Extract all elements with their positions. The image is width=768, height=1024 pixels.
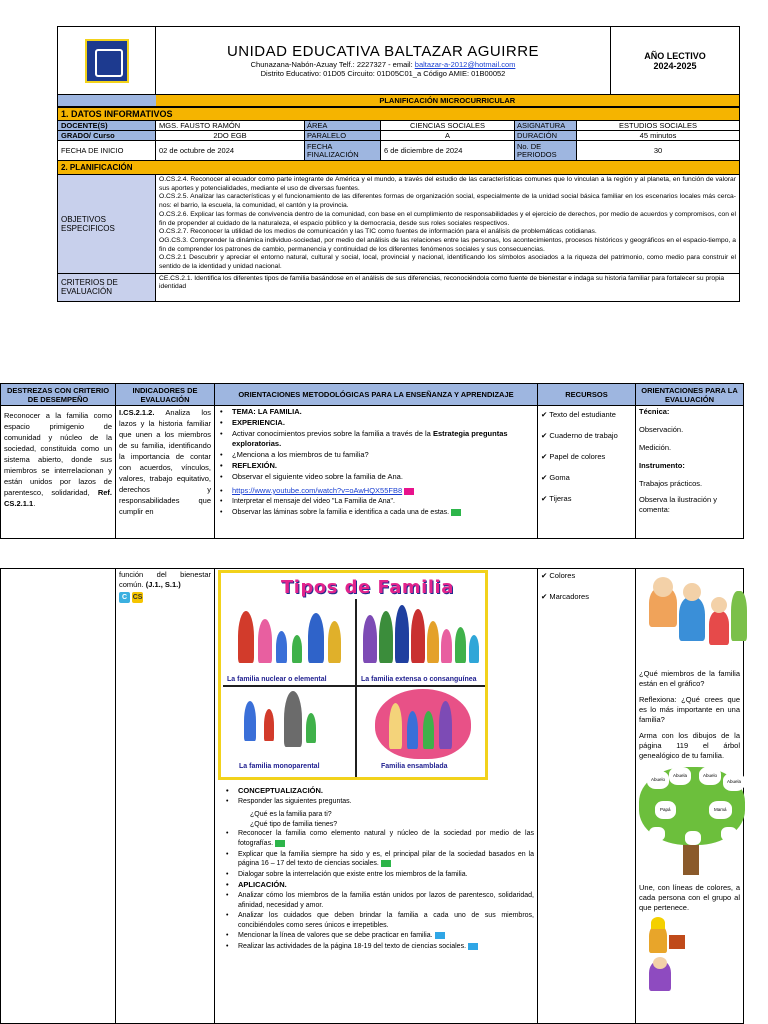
green-marker-icon (381, 860, 391, 867)
family-tree-illustration (639, 767, 740, 877)
paralelo-value: A (381, 131, 515, 141)
application-item: • Analizar cómo los miembros de la familia están unidos por lazos de parentesco, solidaridad, afinidad, necesidad y amor. (224, 891, 534, 910)
grado-value: 2DO EGB (156, 131, 305, 141)
resource-item: ✔ Tijeras (541, 493, 632, 504)
eval-final: Une, con líneas de colores, a cada persona con el grupo al que pertenece. (639, 883, 740, 912)
year-value: 2024-2025 (653, 60, 697, 71)
objetivos-label: OBJETIVOS ESPECIFICOS (58, 175, 156, 274)
green-marker-icon (275, 840, 285, 847)
resource-item: ✔ Marcadores (541, 591, 632, 602)
duracion-value: 45 minutos (577, 131, 740, 141)
indicador-code: I.CS.2.1.2. (119, 408, 155, 417)
destreza-text: Reconocer a la familia como espacio primigenio de comunidad y núcleo de la sociedad, constituida como un sistema abierto, donde sus miembros se interrelacionan y están unidos por lazos de parentesco, solidaridad, (4, 411, 112, 497)
concept-item: • Explicar que la familia siempre ha sido y es, el principal pilar de la sociedad basados en la página 16 – 17 del texto de ciencias sociales. (224, 850, 534, 869)
tree-label: Papá (655, 801, 676, 819)
grandparent-illustration (639, 957, 740, 997)
method-observe: • Observar las láminas sobre la familia e identifica a cada una de estas. (218, 508, 534, 518)
area-label: ÁREA (305, 121, 381, 131)
video-link[interactable]: https://www.youtube.com/watch?v=oAwHQX55FB8 (232, 486, 403, 495)
eval-question: Reflexiona: ¿Qué crees que es lo más importante en una familia? (639, 695, 740, 724)
inicio-value: 02 de octubre de 2024 (156, 141, 305, 161)
nuclear-family-illustration (224, 601, 350, 681)
conceptualizacion-intro: • Responder las siguientes preguntas. (224, 797, 534, 807)
tree-label: Abuela (723, 773, 745, 791)
blue-marker-icon (435, 932, 445, 939)
email-link[interactable]: baltazar-a-2012@hotmail.com (414, 60, 516, 69)
year-cell (611, 27, 740, 95)
method-tema: • TEMA: LA FAMILIA. (218, 407, 534, 417)
objetivo-item: O.CS.2.4. Reconocer al ecuador como parte integrante de América y el mundo, a través del estudio de las características comunes que lo vinculan a la región y al planeta, en función de valorar sus aportes y potencialidades, mediante el uso de diversas fuentes. (159, 176, 736, 192)
criterios-value: CE.CS.2.1. Identifica los diferentes tipos de familia basándose en el análisis de sus diferencias, reconociéndola como fuente de bienestar e indaga su historia familiar para fortalecer su propia identidad (156, 273, 740, 301)
criterios-label: CRITERIOS DE EVALUACIÓN (58, 273, 156, 301)
question-2: ¿Qué tipo de familia tienes? (250, 820, 338, 828)
chart-title: Tipos de Familia (281, 577, 454, 598)
info-table (57, 107, 740, 302)
resource-item: ✔ Colores (541, 570, 632, 581)
section2-heading: 2. PLANIFICACIÓN (58, 161, 740, 175)
objetivo-item: O.CS.2.1 Descubrir y apreciar el entorno natural, cultural y social, local, provincial y nacional, identificando los símbolos asociados a la riqueza del patrimonio, como medio para construir el sentido de la identidad y unidad nacional. (159, 254, 736, 271)
address-line: Chunazana-Nabón-Azuay Telf.: 2227327 - email: (250, 60, 413, 69)
green-marker-icon (451, 509, 461, 516)
destreza-ref: Ref. CS.2.1.1 (4, 488, 112, 508)
blue-marker-icon (468, 943, 478, 950)
question-1: ¿Qué es la familia para ti? (250, 811, 332, 819)
indicador-cont: función del bienestar común. (119, 570, 211, 589)
fin-value: 6 de diciembre de 2024 (381, 141, 515, 161)
resource-item: ✔ Goma (541, 472, 632, 483)
instrumento-item: Trabajos prácticos. (639, 479, 703, 488)
tecnica-label: Técnica: (639, 407, 670, 416)
method-interpret: • Interpretar el mensaje del video "La Familia de Ana". (218, 497, 534, 507)
caption-monoparental: La familia monoparental (239, 763, 320, 770)
monoparental-illustration (224, 689, 350, 769)
blended-family-illustration (359, 689, 485, 769)
badge-c-icon: C (119, 592, 130, 603)
indicador-cell-cont (116, 569, 215, 1024)
method-reflexion: • REFLEXIÓN. (218, 461, 534, 471)
tecnica-item: Medición. (639, 443, 672, 452)
method-experiencia: • EXPERIENCIA. (218, 418, 534, 428)
col-header-orientaciones: ORIENTACIONES METODOLÓGICAS PARA LA ENSEÑANZA Y APRENDIZAJE (215, 384, 538, 406)
resource-item: ✔ Texto del estudiante (541, 409, 632, 420)
aplicacion-heading: • APLICACIÓN. (224, 880, 534, 890)
fin-label: FECHA FINALIZACIÓN (305, 141, 381, 161)
concept-item: • Dialogar sobre la interrelación que existe entre los miembros de la familia. (224, 870, 534, 880)
asignatura-label: ASIGNATURA (515, 121, 577, 131)
tree-label: Mamá (709, 801, 732, 819)
indicador-text: Analiza los lazos y la historia familiar que unen a los miembros de su familia, identificando la importancia de contar con acuerdos, vínculos, valores, trabajo equitativo, derechos y responsabilidades que cumplir en (119, 408, 211, 516)
pink-marker-icon (404, 488, 414, 495)
methods-cell (215, 406, 538, 539)
periodos-label: No. DE PERIODOS (515, 141, 577, 161)
instrumento-label: Instrumento: (639, 461, 685, 470)
tree-label: Abuelo (699, 767, 721, 785)
method-link-item (218, 486, 534, 496)
application-item: • Realizar las actividades de la página 18-19 del texto de ciencias sociales. (224, 942, 534, 952)
col-header-evaluacion: ORIENTACIONES PARA LA EVALUACIÓN (636, 384, 744, 406)
eval-question: Arma con los dibujos de la página 119 el árbol genealógico de tu familia. (639, 731, 740, 760)
methods-cell-cont (215, 569, 538, 1024)
resource-item: ✔ Papel de colores (541, 451, 632, 462)
badge-cs-icon: CS (132, 594, 143, 601)
method-video: • Observar el siguiente video sobre la familia de Ana. (218, 472, 534, 482)
evaluation-cell (636, 406, 744, 539)
grado-label: GRADO/ Curso (58, 131, 156, 141)
methods-table (0, 383, 744, 539)
evaluation-cell-cont (636, 569, 744, 1024)
objetivo-item: O.CS.2.7. Reconocer la utilidad de los medios de comunicación y las TIC como fuentes de información para el análisis de problemáticas cotidianas. (159, 228, 597, 236)
col-header-destrezas: DESTREZAS CON CRITERIO DE DESEMPEÑO (1, 384, 116, 406)
destreza-cell: Reconocer a la familia como espacio primigenio de comunidad y núcleo de la sociedad, constituida como un sistema abierto, donde sus miembros se interrelacionan y están unidos por lazos de parentesco, solidaridad, Ref. CS.2.1.1. (1, 406, 116, 539)
year-label: AÑO LECTIVO (644, 50, 706, 61)
logo-cell (58, 27, 156, 95)
application-item: • Mencionar la línea de valores que se debe practicar en familia. (224, 931, 534, 941)
objetivo-item: O.CS.2.6. Explicar las formas de convivencia dentro de la comunidad, con base en el cumplimiento de responsabilidades y el ejercicio de derechos, por medio de acuerdos y compromisos, con el fin de propender al cuidado de la naturaleza, el espacio público y la democracia, desde sus roles sociales respectivos. (159, 210, 736, 227)
resource-item: ✔ Cuaderno de trabajo (541, 430, 632, 441)
indicador-cell (116, 406, 215, 539)
paralelo-label: PARALELO (305, 131, 381, 141)
school-logo (85, 39, 129, 83)
tree-label: Abuela (669, 767, 691, 785)
caption-nuclear: La familia nuclear o elemental (227, 676, 327, 683)
eval-question: ¿Qué miembros de la familia están en el gráfico? (639, 669, 740, 688)
docente-label: DOCENTE(S) (58, 121, 156, 131)
periodos-value: 30 (577, 141, 740, 161)
conceptualizacion-heading: • CONCEPTUALIZACIÓN. (224, 786, 534, 796)
plan-title: PLANIFICACIÓN MICROCURRICULAR (156, 95, 740, 107)
school-info (156, 27, 611, 95)
instrumento-item: Observa la ilustración y comenta: (639, 495, 717, 514)
application-item: • Analizar los cuidados que deben brindar la familia a cada uno de sus miembros, concibiéndoles como seres únicos e irrepetibles. (224, 911, 534, 930)
method-activar: • Activar conocimientos previos sobre la familia a través de la Estrategia preguntas exploratorias. (218, 429, 534, 449)
resources-cell-cont (538, 569, 636, 1024)
caption-ensamblada: Familia ensamblada (381, 763, 448, 770)
family-illustration (639, 577, 740, 665)
area-value: CIENCIAS SOCIALES (381, 121, 515, 131)
tree-label: Abuelo (647, 771, 669, 789)
section1-heading: 1. DATOS INFORMATIVOS (58, 108, 740, 121)
objetivo-item: O.CS.2.5. Analizar las características y el funcionamiento de las diferentes formas de organización social, especialmente de la unidad social básica familiar en los escenarios locales más cerca- nos: el barrio, la escuela, la comunidad, el cantón y la provincia. (159, 193, 736, 210)
tecnica-item: Observación. (639, 425, 684, 434)
col-header-recursos: RECURSOS (538, 384, 636, 406)
objetivo-item: OG.CS.3. Comprender la dinámica individuo-sociedad, por medio del análisis de las relaciones entre las personas, los acontecimientos, procesos históricos y geográficos en el espacio-tiempo, a fin de comprender los patrones de cambio, permanencia y continuidad de los diferentes fenómenos sociales y sus consecuencias. (159, 236, 736, 253)
inicio-label: FECHA DE INICIO (58, 141, 156, 161)
asignatura-value: ESTUDIOS SOCIALES (577, 121, 740, 131)
family-types-chart (218, 570, 488, 780)
extended-family-illustration (359, 601, 485, 681)
methods-table-continued (0, 568, 744, 1024)
school-name: UNIDAD EDUCATIVA BALTAZAR AGUIRRE (226, 43, 540, 60)
resources-cell (538, 406, 636, 539)
district-line: Distrito Educativo: 01D05 Circuito: 01D05C01_a Código AMIE: 01B00052 (260, 69, 506, 78)
docente-value: MGS. FAUSTO RAMÓN (156, 121, 305, 131)
method-question: • ¿Menciona a los miembros de tu familia? (218, 450, 534, 460)
caption-extensa: La familia extensa o consanguínea (361, 676, 477, 683)
duracion-label: DURACIÓN (515, 131, 577, 141)
destreza-cell-cont (1, 569, 116, 1024)
concept-item: • Reconocer la familia como elemento natural y núcleo de la sociedad por medio de las fotografías. (224, 829, 534, 848)
col-header-indicadores: INDICADORES DE EVALUACIÓN (116, 384, 215, 406)
indicador-refs: (J.1., S.1.) (145, 580, 181, 589)
worker-illustration (639, 917, 740, 957)
objetivos-list (156, 175, 740, 274)
